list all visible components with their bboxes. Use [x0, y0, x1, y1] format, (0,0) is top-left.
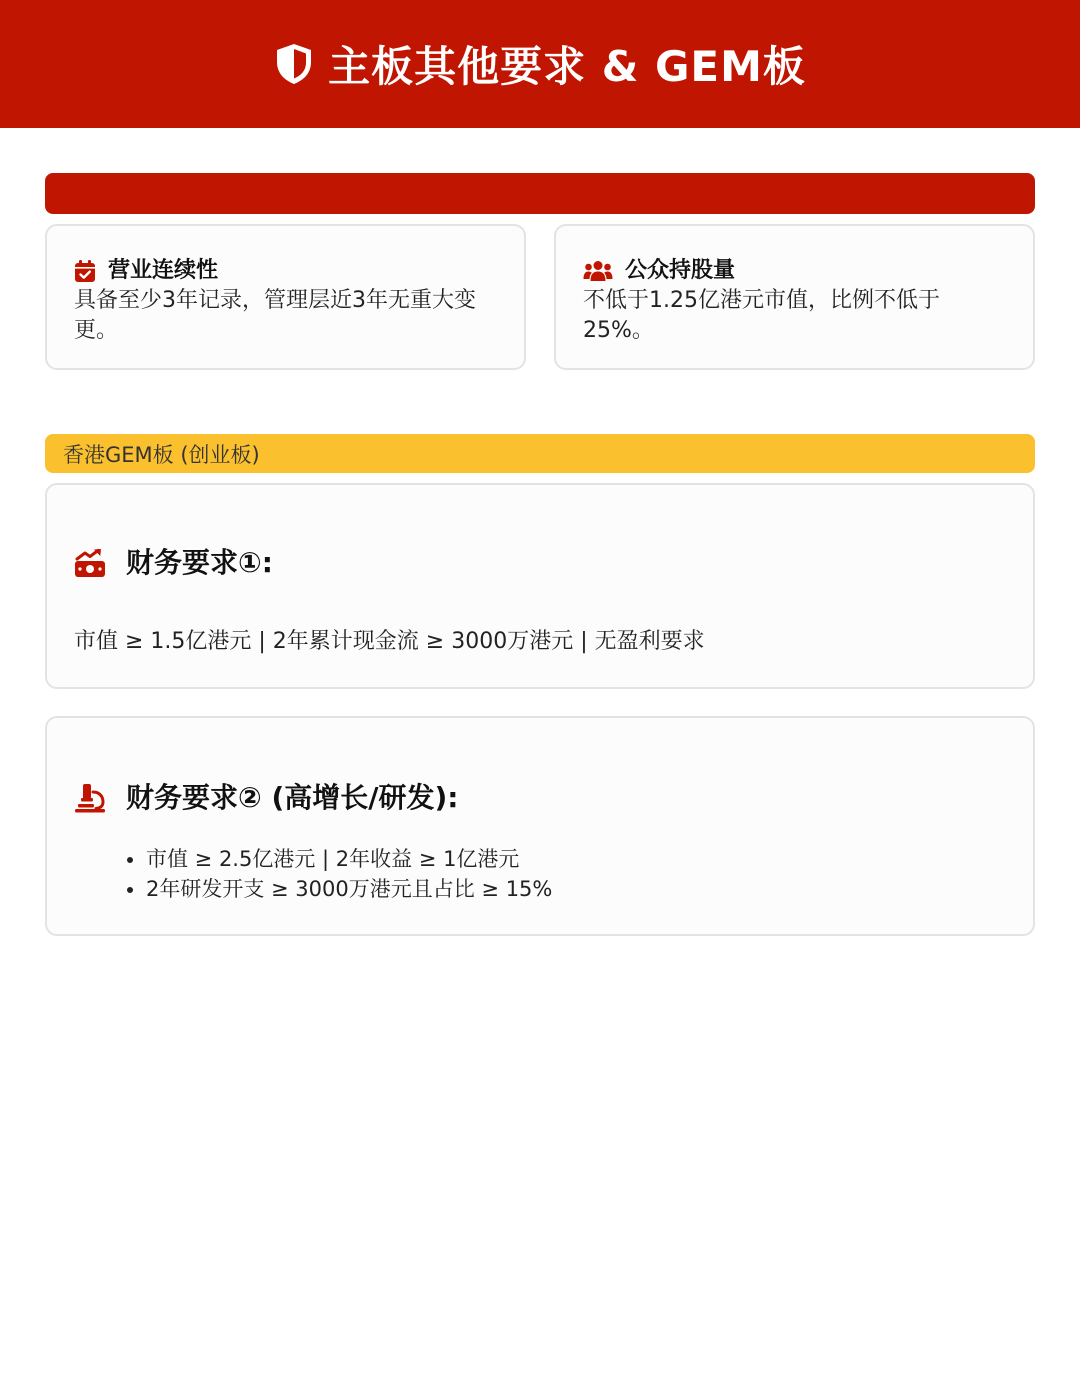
public-float-text: 不低于1.25亿港元市值，比例不低于25%。 [583, 288, 940, 343]
financial-requirement-2-list [74, 844, 1005, 904]
gem-section-label: 香港GEM板 (创业板) [63, 442, 260, 467]
public-float-heading [583, 256, 1007, 286]
financial-requirement-1-text: 市值 ≥ 1.5亿港元 | 2年累计现金流 ≥ 3000万港元 | 无盈利要求 [74, 629, 705, 654]
main-board-section-bar [45, 173, 1035, 214]
business-continuity-card [45, 224, 526, 370]
money-growth-icon [74, 548, 106, 578]
business-continuity-heading [74, 256, 498, 286]
public-float-card [554, 224, 1035, 370]
business-continuity-text: 具备至少3年记录，管理层近3年无重大变更。 [74, 288, 476, 343]
users-icon [583, 260, 613, 282]
public-float-title: 公众持股量 [625, 258, 736, 283]
page-header [0, 0, 1080, 128]
microscope-icon [74, 783, 106, 813]
financial-requirement-1-title: 财务要求①: [126, 546, 273, 579]
financial-requirement-2-heading [74, 778, 1005, 818]
page-title: 主板其他要求 & GEM板 [328, 42, 806, 91]
financial-requirement-2-card [45, 716, 1035, 936]
gem-section-bar [45, 434, 1035, 473]
list-item: • 2年研发开支 ≥ 3000万港元且占比 ≥ 15% [146, 874, 1005, 904]
business-continuity-title: 营业连续性 [108, 258, 219, 283]
header-title-group [274, 34, 806, 94]
calendar-check-icon [74, 259, 96, 283]
financial-requirement-1-heading [74, 543, 1005, 583]
financial-requirement-2-title: 财务要求② (高增长/研发): [126, 781, 459, 814]
shield-icon [274, 42, 314, 86]
list-item: • 市值 ≥ 2.5亿港元 | 2年收益 ≥ 1亿港元 [146, 844, 1005, 874]
financial-requirement-1-card [45, 483, 1035, 689]
